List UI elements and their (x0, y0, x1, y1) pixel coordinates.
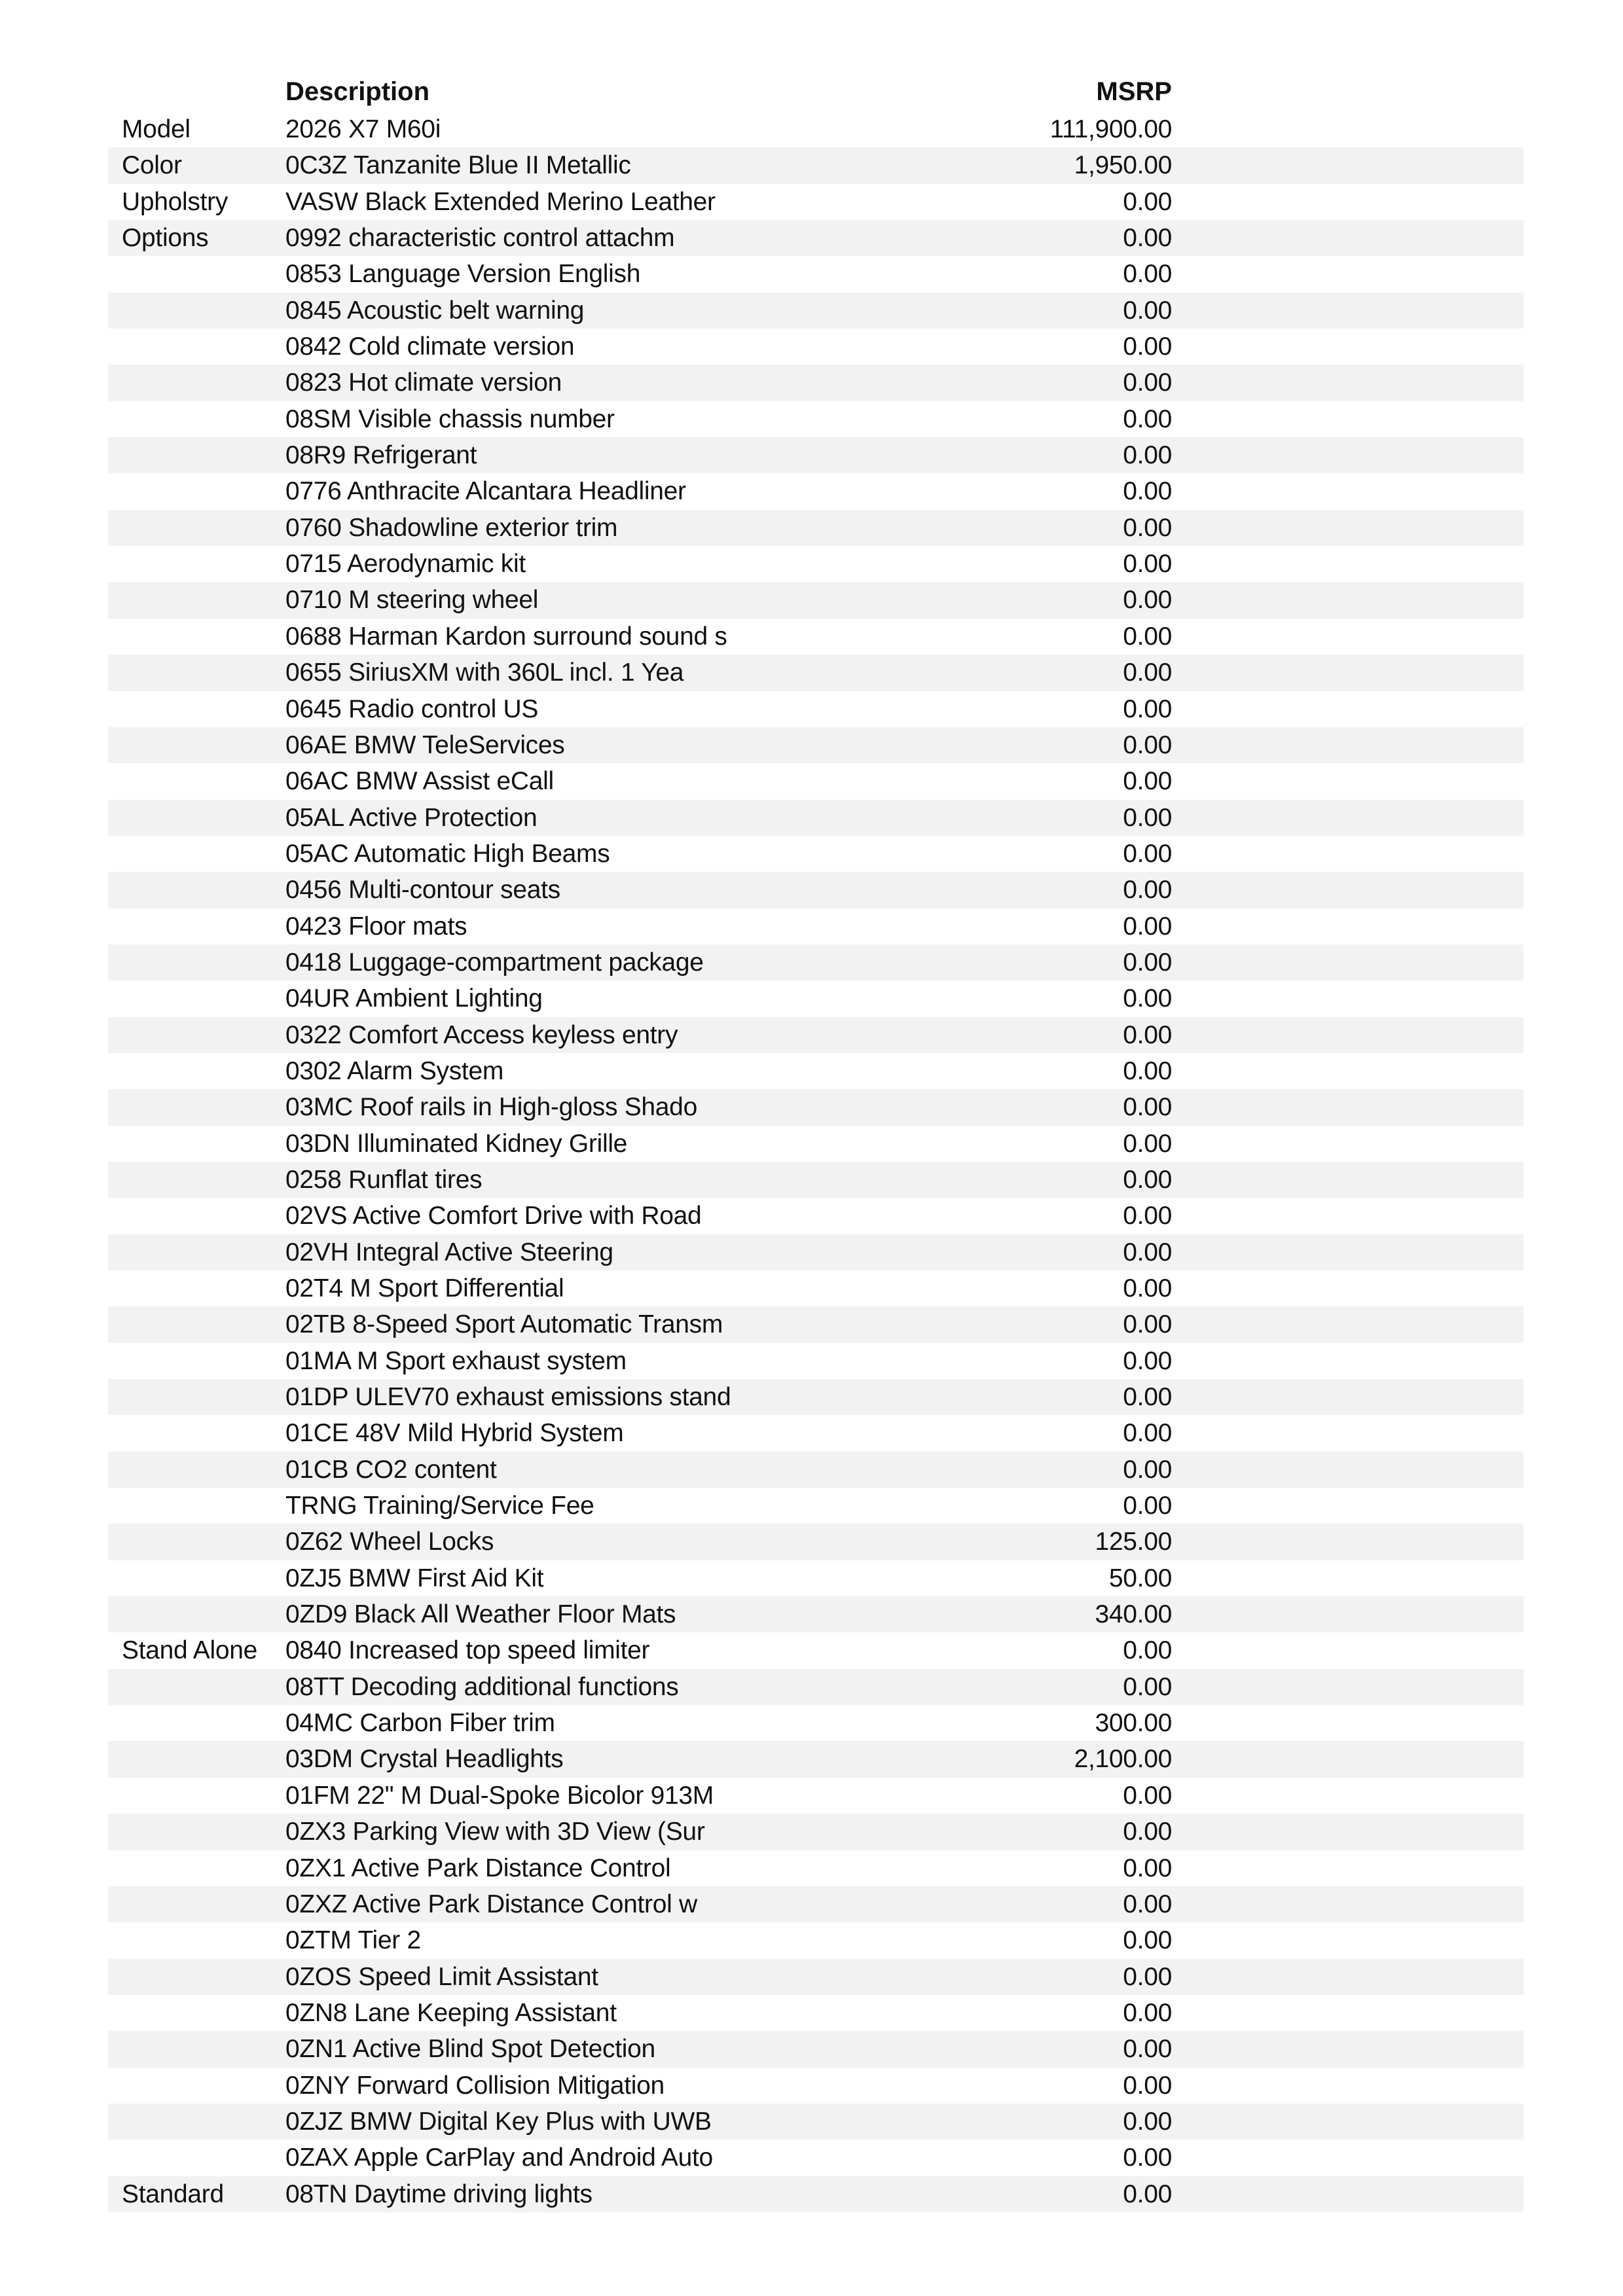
table-row (108, 655, 1523, 691)
table-row (108, 1669, 1523, 1705)
row-msrp: 0.00 (1123, 622, 1172, 651)
row-description: 0ZJ5 BMW First Aid Kit (285, 1564, 544, 1592)
row-description: 0655 SiriusXM with 360L incl. 1 Yea (285, 658, 684, 687)
row-msrp: 0.00 (1123, 767, 1172, 796)
row-msrp: 0.00 (1123, 2144, 1172, 2172)
row-msrp: 0.00 (1123, 1781, 1172, 1810)
row-description: 0776 Anthracite Alcantara Headliner (285, 477, 686, 506)
row-msrp: 0.00 (1123, 984, 1172, 1013)
row-description: 02VH Integral Active Steering (285, 1238, 613, 1266)
table-row (108, 908, 1523, 944)
row-description: 0456 Multi-contour seats (285, 876, 560, 905)
table-row (108, 2176, 1523, 2212)
row-msrp: 0.00 (1123, 477, 1172, 506)
row-msrp: 0.00 (1123, 1890, 1172, 1918)
table-row (108, 1922, 1523, 1958)
table-row (108, 1995, 1523, 2031)
row-msrp: 0.00 (1123, 1383, 1172, 1412)
row-msrp: 0.00 (1123, 1492, 1172, 1520)
row-description: 03DN Illuminated Kidney Grille (285, 1129, 628, 1158)
row-description: 05AC Automatic High Beams (285, 839, 610, 868)
row-msrp: 0.00 (1123, 658, 1172, 687)
row-msrp: 0.00 (1123, 224, 1172, 253)
table-row (108, 147, 1523, 183)
row-msrp: 0.00 (1123, 1165, 1172, 1194)
row-msrp: 0.00 (1123, 1926, 1172, 1955)
row-description: TRNG Training/Service Fee (285, 1492, 594, 1520)
row-description: 0ZX1 Active Park Distance Control (285, 1854, 671, 1882)
table-row (108, 1452, 1523, 1488)
row-description: 0710 M steering wheel (285, 586, 539, 615)
row-msrp: 0.00 (1123, 2035, 1172, 2064)
row-msrp: 0.00 (1123, 187, 1172, 216)
table-row (108, 691, 1523, 727)
table-row (108, 1814, 1523, 1850)
row-msrp: 0.00 (1123, 296, 1172, 325)
row-description: 05AL Active Protection (285, 803, 538, 832)
row-description: 0ZXZ Active Park Distance Control w (285, 1890, 697, 1918)
row-description: 01MA M Sport exhaust system (285, 1346, 627, 1375)
row-description: 0C3Z Tanzanite Blue II Metallic (285, 151, 631, 180)
row-category: Stand Alone (122, 1636, 258, 1665)
table-row (108, 2068, 1523, 2104)
row-description: 0ZN1 Active Blind Spot Detection (285, 2035, 655, 2064)
line-items-table (108, 111, 1523, 2212)
row-description: 0Z62 Wheel Locks (285, 1528, 494, 1556)
row-msrp: 0.00 (1123, 1056, 1172, 1085)
table-row (108, 1632, 1523, 1668)
table-row (108, 1198, 1523, 1234)
table-row (108, 401, 1523, 437)
row-msrp: 0.00 (1123, 1093, 1172, 1122)
row-msrp: 0.00 (1123, 730, 1172, 759)
table-row (108, 1379, 1523, 1415)
table-row (108, 1524, 1523, 1560)
table-row (108, 763, 1523, 799)
table-row (108, 329, 1523, 365)
row-msrp: 50.00 (1108, 1564, 1172, 1592)
header-msrp: MSRP (1096, 77, 1172, 106)
row-description: 0302 Alarm System (285, 1056, 504, 1085)
row-msrp: 0.00 (1123, 513, 1172, 542)
table-row (108, 256, 1523, 292)
row-description: 0823 Hot climate version (285, 368, 562, 397)
row-msrp: 0.00 (1123, 2107, 1172, 2136)
row-msrp: 111,900.00 (1049, 115, 1172, 143)
row-description: 0418 Luggage-compartment package (285, 948, 704, 977)
row-category: Model (122, 115, 191, 143)
row-description: 0322 Comfort Access keyless entry (285, 1020, 678, 1049)
row-msrp: 0.00 (1123, 1202, 1172, 1230)
row-msrp: 0.00 (1123, 1455, 1172, 1484)
table-row (108, 619, 1523, 655)
row-msrp: 0.00 (1123, 1672, 1172, 1701)
row-msrp: 0.00 (1123, 1998, 1172, 2027)
row-msrp: 0.00 (1123, 1129, 1172, 1158)
row-msrp: 0.00 (1123, 839, 1172, 868)
row-description: 08R9 Refrigerant (285, 441, 477, 470)
row-description: 0ZJZ BMW Digital Key Plus with UWB (285, 2107, 712, 2136)
table-row (108, 1415, 1523, 1451)
table-row (108, 111, 1523, 147)
row-msrp: 0.00 (1123, 586, 1172, 615)
table-row (108, 1270, 1523, 1306)
row-description: 0842 Cold climate version (285, 332, 575, 361)
table-row (108, 510, 1523, 546)
row-description: 0853 Language Version English (285, 260, 641, 289)
row-description: VASW Black Extended Merino Leather (285, 187, 716, 216)
row-description: 03MC Roof rails in High-gloss Shado (285, 1093, 697, 1122)
row-description: 0258 Runflat tires (285, 1165, 483, 1194)
row-description: 02TB 8-Speed Sport Automatic Transm (285, 1310, 723, 1339)
row-msrp: 0.00 (1123, 912, 1172, 941)
table-row (108, 980, 1523, 1016)
table-row (108, 293, 1523, 329)
header-description: Description (285, 77, 430, 106)
table-row (108, 800, 1523, 836)
row-msrp: 0.00 (1123, 332, 1172, 361)
row-description: 06AC BMW Assist eCall (285, 767, 554, 796)
row-description: 01FM 22" M Dual-Spoke Bicolor 913M (285, 1781, 714, 1810)
table-row (108, 1089, 1523, 1125)
table-row (108, 546, 1523, 582)
row-msrp: 0.00 (1123, 1310, 1172, 1339)
table-row (108, 2140, 1523, 2176)
table-row (108, 1126, 1523, 1162)
table-row (108, 2104, 1523, 2140)
table-row (108, 220, 1523, 256)
row-msrp: 0.00 (1123, 368, 1172, 397)
table-row (108, 1017, 1523, 1053)
row-description: 0645 Radio control US (285, 694, 539, 723)
row-msrp: 0.00 (1123, 1274, 1172, 1302)
table-row (108, 872, 1523, 908)
row-description: 0ZN8 Lane Keeping Assistant (285, 1998, 617, 2027)
table-row (108, 1741, 1523, 1777)
row-msrp: 0.00 (1123, 1238, 1172, 1266)
table-row (108, 1234, 1523, 1270)
row-description: 0840 Increased top speed limiter (285, 1636, 650, 1665)
row-category: Standard (122, 2179, 224, 2208)
row-description: 01CB CO2 content (285, 1455, 497, 1484)
table-row (108, 582, 1523, 618)
row-msrp: 0.00 (1123, 1419, 1172, 1448)
row-description: 0ZAX Apple CarPlay and Android Auto (285, 2144, 713, 2172)
table-row (108, 1488, 1523, 1524)
row-msrp: 0.00 (1123, 1346, 1172, 1375)
table-row (108, 437, 1523, 473)
row-description: 0ZD9 Black All Weather Floor Mats (285, 1600, 676, 1629)
row-msrp: 0.00 (1123, 1962, 1172, 1991)
row-msrp: 0.00 (1123, 694, 1172, 723)
row-msrp: 0.00 (1123, 948, 1172, 977)
row-msrp: 300.00 (1095, 1709, 1172, 1738)
row-category: Upholstry (122, 187, 228, 216)
table-row (108, 365, 1523, 401)
table-row (108, 1886, 1523, 1922)
table-row (108, 184, 1523, 220)
row-description: 0992 characteristic control attachm (285, 224, 675, 253)
table-row (108, 1306, 1523, 1342)
row-msrp: 0.00 (1123, 1020, 1172, 1049)
table-row (108, 1596, 1523, 1632)
row-category: Color (122, 151, 182, 180)
row-description: 03DM Crystal Headlights (285, 1745, 564, 1774)
table-row (108, 1162, 1523, 1198)
row-description: 04UR Ambient Lighting (285, 984, 543, 1013)
row-msrp: 1,950.00 (1074, 151, 1172, 180)
row-msrp: 0.00 (1123, 1818, 1172, 1846)
row-description: 06AE BMW TeleServices (285, 730, 565, 759)
table-row (108, 1343, 1523, 1379)
row-msrp: 340.00 (1095, 1600, 1172, 1629)
row-description: 2026 X7 M60i (285, 115, 441, 143)
row-msrp: 0.00 (1123, 1636, 1172, 1665)
row-description: 08SM Visible chassis number (285, 404, 615, 433)
row-description: 0ZX3 Parking View with 3D View (Sur (285, 1818, 705, 1846)
table-row (108, 2031, 1523, 2067)
row-msrp: 0.00 (1123, 404, 1172, 433)
row-description: 02VS Active Comfort Drive with Road (285, 1202, 702, 1230)
table-row (108, 727, 1523, 763)
row-msrp: 0.00 (1123, 260, 1172, 289)
table-row (108, 1705, 1523, 1741)
row-msrp: 0.00 (1123, 2071, 1172, 2100)
row-description: 0423 Floor mats (285, 912, 467, 941)
row-msrp: 125.00 (1095, 1528, 1172, 1556)
row-description: 08TN Daytime driving lights (285, 2179, 593, 2208)
row-description: 0715 Aerodynamic kit (285, 550, 526, 579)
row-description: 0760 Shadowline exterior trim (285, 513, 618, 542)
table-row (108, 1850, 1523, 1886)
table-row (108, 1560, 1523, 1596)
row-description: 08TT Decoding additional functions (285, 1672, 679, 1701)
table-row (108, 473, 1523, 509)
row-description: 0688 Harman Kardon surround sound s (285, 622, 727, 651)
table-row (108, 1778, 1523, 1814)
row-description: 01CE 48V Mild Hybrid System (285, 1419, 624, 1448)
table-row (108, 1053, 1523, 1089)
row-msrp: 0.00 (1123, 2179, 1172, 2208)
table-row (108, 1959, 1523, 1995)
row-msrp: 0.00 (1123, 803, 1172, 832)
row-category: Options (122, 224, 209, 253)
table-row (108, 836, 1523, 872)
row-description: 0ZOS Speed Limit Assistant (285, 1962, 598, 1991)
row-description: 02T4 M Sport Differential (285, 1274, 564, 1302)
table-row (108, 944, 1523, 980)
row-description: 0845 Acoustic belt warning (285, 296, 585, 325)
row-msrp: 0.00 (1123, 876, 1172, 905)
row-msrp: 0.00 (1123, 550, 1172, 579)
row-description: 01DP ULEV70 exhaust emissions stand (285, 1383, 731, 1412)
row-description: 04MC Carbon Fiber trim (285, 1709, 555, 1738)
row-msrp: 2,100.00 (1074, 1745, 1172, 1774)
row-msrp: 0.00 (1123, 1854, 1172, 1882)
row-msrp: 0.00 (1123, 441, 1172, 470)
row-description: 0ZTM Tier 2 (285, 1926, 421, 1955)
row-description: 0ZNY Forward Collision Mitigation (285, 2071, 665, 2100)
